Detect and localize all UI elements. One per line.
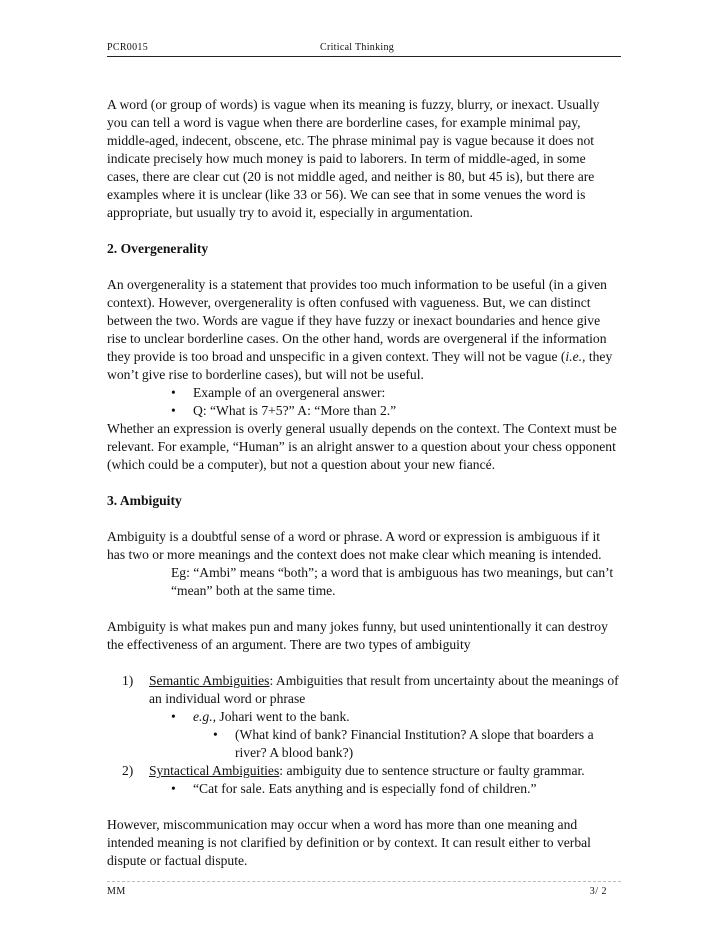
header-title: Critical Thinking bbox=[320, 42, 395, 53]
list-text: : Ambiguities that result from uncertainty about the meanings of an individual word or phrase bbox=[149, 673, 619, 706]
list-item bbox=[107, 762, 621, 780]
bullet-icon: • bbox=[171, 385, 176, 400]
text-run: they won’t give rise to borderline cases), but will not be useful. bbox=[107, 349, 613, 382]
list-term: Semantic Ambiguities bbox=[149, 673, 270, 688]
ambiguity-types-list bbox=[107, 672, 621, 798]
section-heading-ambiguity: 3. Ambiguity bbox=[107, 493, 182, 508]
list-text: : ambiguity due to sentence structure or faulty grammar. bbox=[279, 763, 585, 778]
bullet-icon: • bbox=[213, 727, 218, 742]
bullet-icon: • bbox=[171, 781, 176, 796]
bullet-text: “Cat for sale. Eats anything and is especially fond of children.” bbox=[193, 781, 537, 796]
list-item bbox=[107, 384, 621, 402]
list-item bbox=[107, 672, 621, 708]
bullet-text: Q: “What is 7+5?” A: “More than 2.” bbox=[193, 403, 397, 418]
ambiguity-paragraph: Ambiguity is a doubtful sense of a word or phrase. A word or expression is ambiguous if it has two or more meanings and the context does not make clear which meaning is intended. bbox=[107, 529, 602, 562]
ambiguity-paragraph-3: However, miscommunication may occur when a word has more than one meaning and intended meaning is not clarified by definition or by context. It can result either to verbal dispute or factual dispute. bbox=[107, 817, 591, 868]
list-number: 2) bbox=[122, 763, 134, 778]
ambiguity-example: Eg: “Ambi” means “both”; a word that is ambiguous has two meanings, but can’t “mean” both at the same time. bbox=[171, 565, 614, 598]
section-heading-overgenerality: 2. Overgenerality bbox=[107, 241, 209, 256]
list-item bbox=[107, 780, 621, 798]
page-header bbox=[107, 42, 621, 57]
ambiguity-paragraph-2: Ambiguity is what makes pun and many jokes funny, but used unintentionally it can destroy the effectiveness of an argument. There are two types of ambiguity bbox=[107, 619, 608, 652]
course-code: PCR0015 bbox=[107, 42, 149, 53]
italic-text: e.g., bbox=[193, 709, 217, 724]
intro-paragraph: A word (or group of words) is vague when its meaning is fuzzy, blurry, or inexact. Usually you can tell a word is vague when there are borderline cases, for example minimal pay, middle-aged, indecent, obscene, etc. The phrase minimal pay is vague because it does not indicate precisely how much money is paid to laborers. In term of middle-aged, in some cases, there are clear cut (20 is not middle aged, and neither is 80, but 45 is), but there are examples where it is unclear (like 33 or 56). We can see that in some venues the word is appropriate, but usually try to avoid it, especially in argumentation. bbox=[107, 97, 600, 220]
footer-divider bbox=[107, 881, 621, 882]
list-item bbox=[107, 402, 621, 420]
bullet-text: (What kind of bank? Financial Institution? A slope that boarders a river? A blood bank?) bbox=[235, 727, 594, 760]
footer-left: MM bbox=[107, 886, 126, 897]
overgenerality-paragraph-2: Whether an expression is overly general usually depends on the context. The Context must be relevant. For example, “Human” is an alright answer to a question about your chess opponent (which could be a computer), but not a question about your new fiancé. bbox=[107, 421, 617, 472]
bullet-text: Example of an overgeneral answer: bbox=[193, 385, 386, 400]
italic-text: i.e., bbox=[565, 349, 586, 364]
text-run: An overgenerality is a statement that provides too much information to be useful (in a given context). However, overgenerality is often confused with vagueness. But, we can distinct between the two. Words are vague if they have fuzzy or inexact boundaries and hence give rise to unclear borderline cases. On the other hand, words are overgeneral if the information they provide is too broad and unspecific in a given context. They will not be vague ( bbox=[107, 277, 607, 364]
bullet-icon: • bbox=[171, 709, 176, 724]
bullet-icon: • bbox=[171, 403, 176, 418]
overgenerality-paragraph bbox=[107, 276, 621, 384]
bullet-text: Johari went to the bank. bbox=[216, 709, 350, 724]
page-footer bbox=[107, 886, 621, 897]
list-item bbox=[107, 708, 621, 726]
list-item bbox=[107, 726, 621, 762]
document-body bbox=[107, 96, 621, 870]
list-term: Syntactical Ambiguities bbox=[149, 763, 280, 778]
page-number: 3/ 2 bbox=[589, 886, 607, 897]
list-number: 1) bbox=[122, 673, 134, 688]
